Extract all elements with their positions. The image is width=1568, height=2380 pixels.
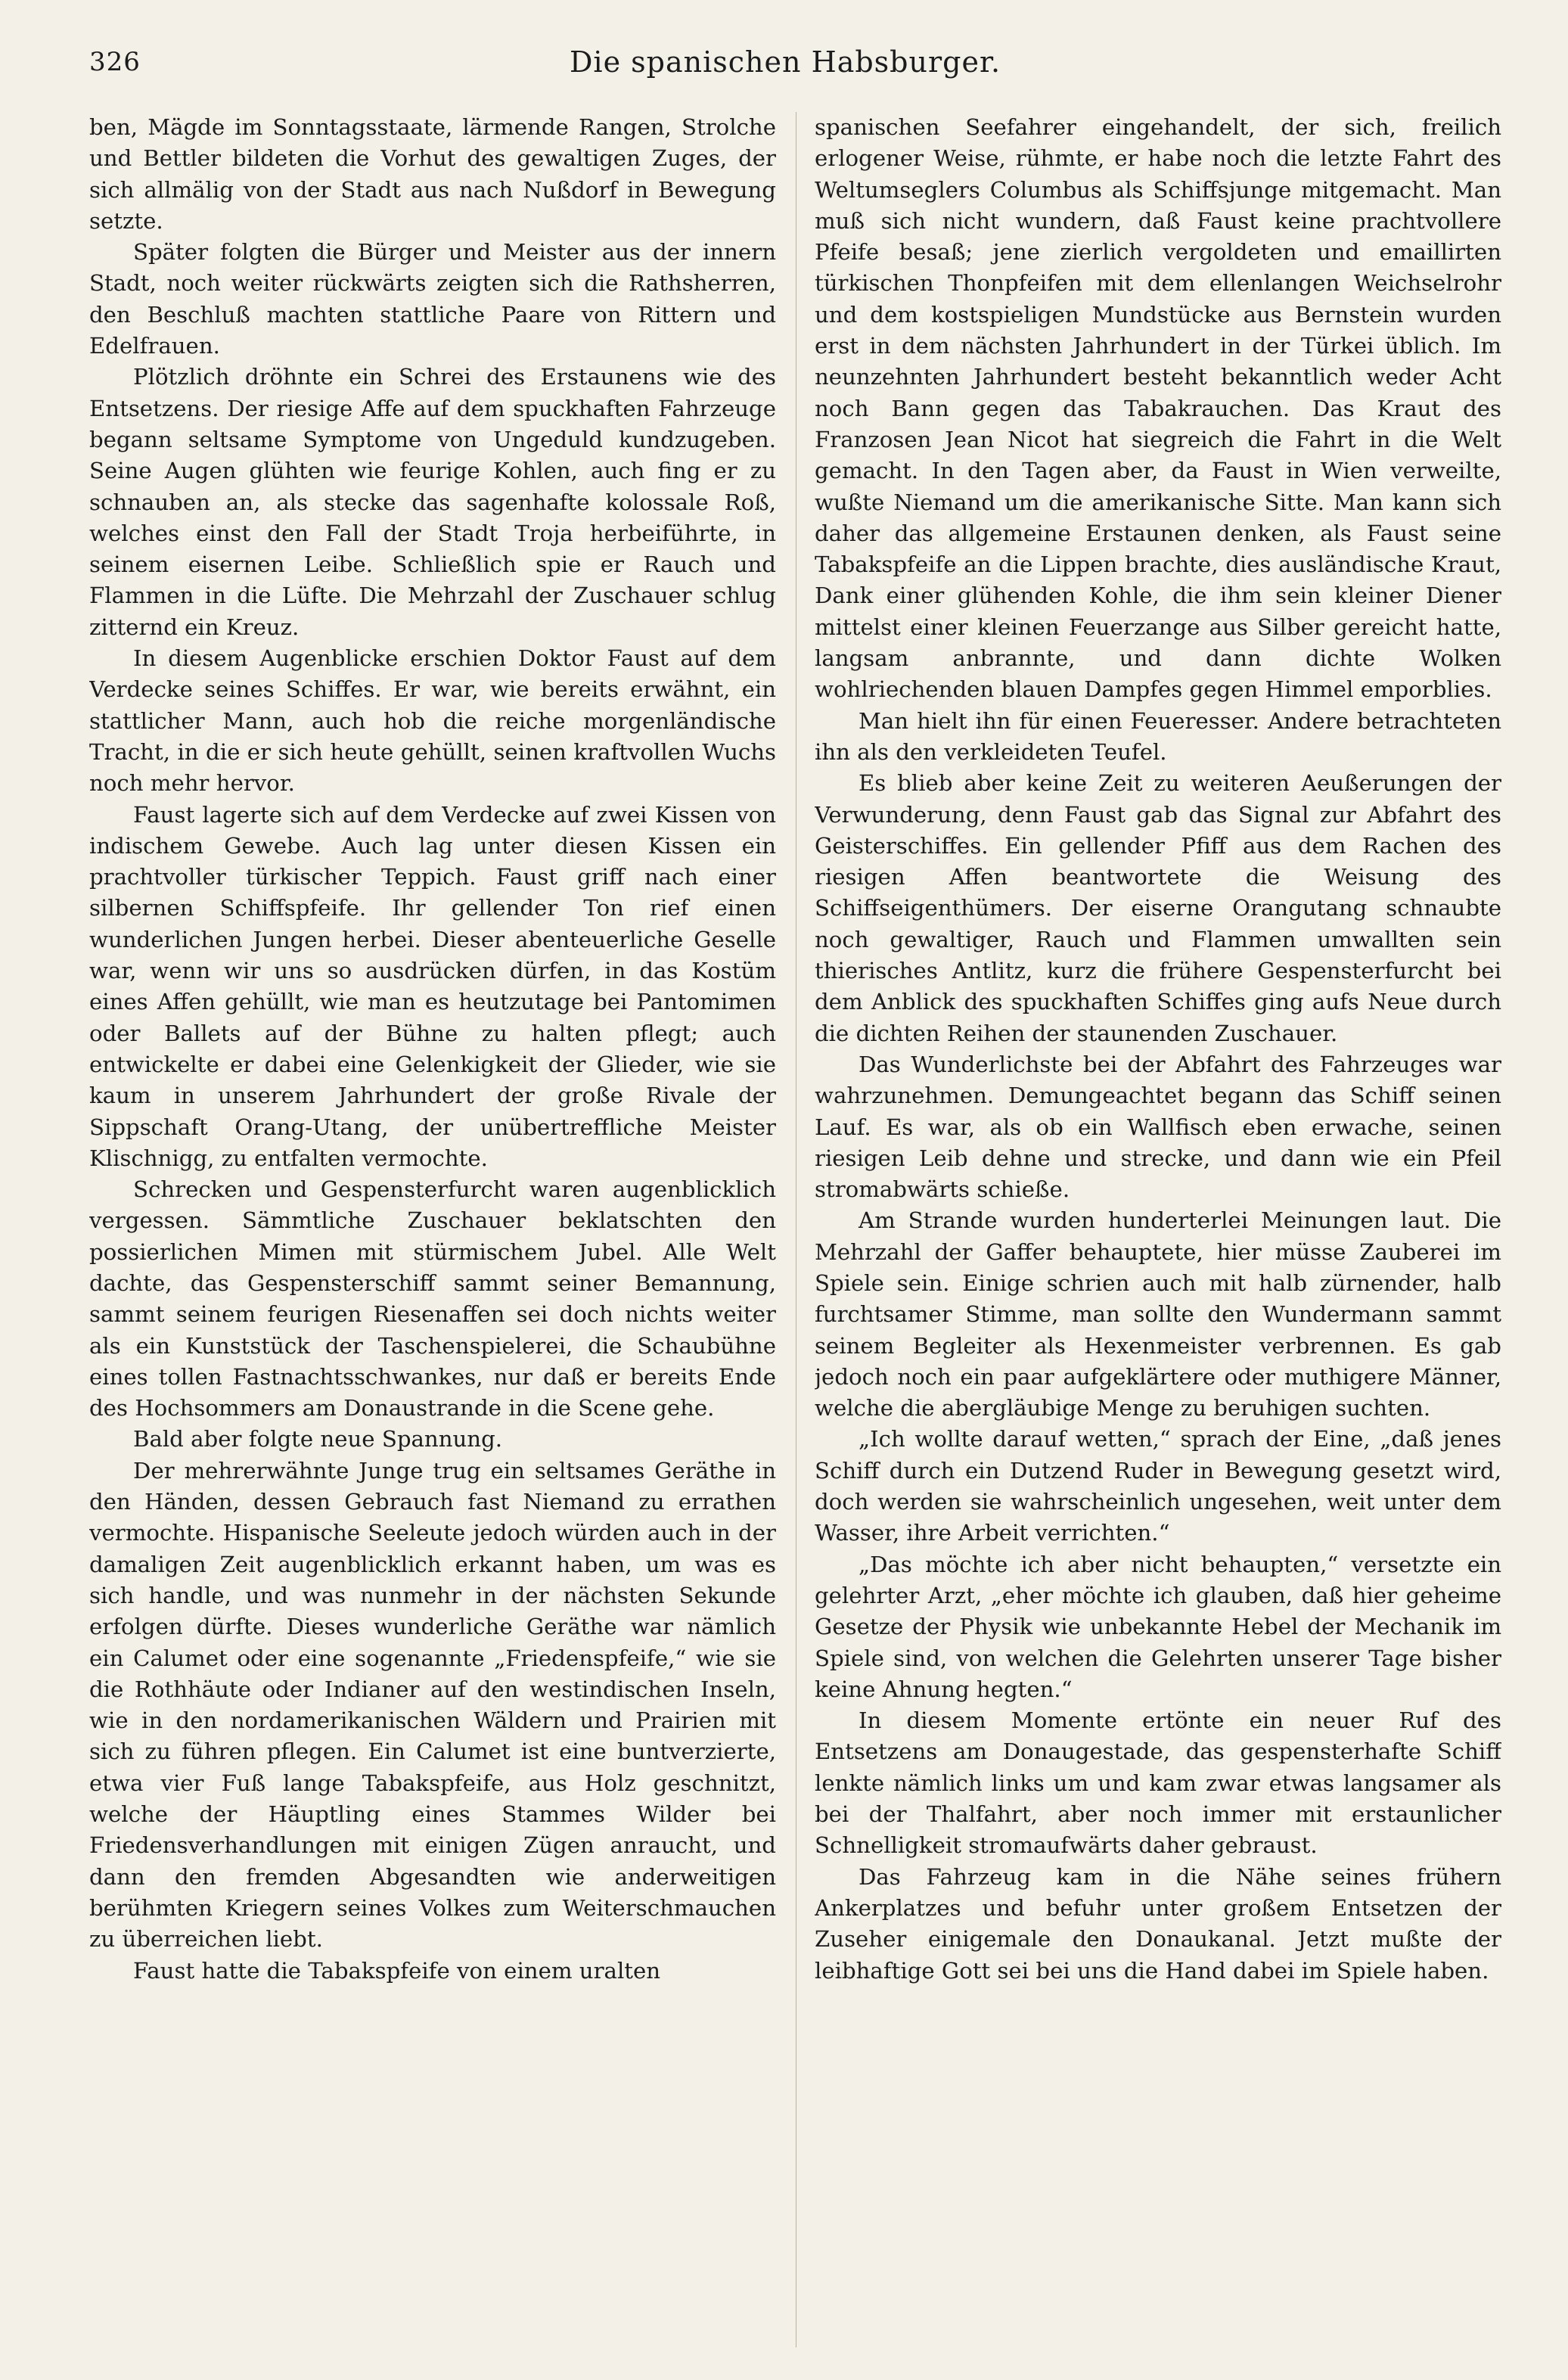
paragraph: Man hielt ihn für einen Feueresser. Andere betrachteten ihn als den verkleideten Teufel. xyxy=(815,707,1501,765)
running-title: Die spanischen Habsburger. xyxy=(569,45,1001,79)
paragraph: Plötzlich dröhnte ein Schrei des Erstaunens wie des Entsetzens. Der riesige Affe auf dem spuckhaften Fahrzeuge begann seltsame Symptome von Ungeduld kundzugeben. Seine Augen glühten wie feurige Kohlen, auch fing er zu schnauben an, als stecke das sagenhafte kolossale Roß, welches einst den Fall der Stadt Troja herbeiführte, in seinem eisernen Leibe. Schließlich spie er Rauch und Flammen in die Lüfte. Die Mehrzahl der Zuschauer schlug zitternd ein Kreuz. xyxy=(89,364,776,640)
paragraph: Faust lagerte sich auf dem Verdecke auf zwei Kissen von indischem Gewebe. Auch lag unter diesen Kissen ein prachtvoller türkischer Teppich. Faust griff nach einer silbernen Schiffspfeife. Ihr gellender Ton rief einen wunderlichen Jungen herbei. Dieser abenteuerliche Geselle war, wenn wir uns so ausdrücken dürfen, in das Kostüm eines Affen gehüllt, wie man es heutzutage bei Pantomimen oder Ballets auf der Bühne zu halten pflegt; auch entwickelte er dabei eine Gelenkigkeit der Glieder, wie sie kaum in unserem Jahrhundert der große Rivale der Sippschaft Orang-Utang, der unübertreffliche Meister Klischnigg, zu entfalten vermochte. xyxy=(89,801,776,1171)
paragraph: Das Fahrzeug kam in die Nähe seines frühern Ankerplatzes und befuhr unter großem Entsetzen der Zuseher einigemale den Donaukanal. Jetzt mußte der leibhaftige Gott sei bei uns die Hand dabei im Spiele haben. xyxy=(815,1863,1501,1984)
paragraph: Bald aber folgte neue Spannung. xyxy=(133,1426,503,1453)
paragraph: spanischen Seefahrer eingehandelt, der sich, freilich erlogener Weise, rühmte, er habe noch die letzte Fahrt des Weltumseglers Columbus als Schiffsjunge mitgemacht. Man muß sich nicht wundern, daß Faust keine prachtvollere Pfeife besaß; jene zierlich vergoldeten und emaillirten türkischen Thonpfeifen mit dem ellenlangen Weichselrohr und dem kostspieligen Mundstücke aus Bernstein wurden erst in dem nächsten Jahrhundert in der Türkei üblich. Im neunzehnten Jahrhundert besteht bekanntlich weder Acht noch Bann gegen das Tabakrauchen. Das Kraut des Franzosen Jean Nicot hat siegreich die Fahrt in die Welt gemacht. In den Tagen aber, da Faust in Wien verweilte, wußte Niemand um die amerikanische Sitte. Man kann sich daher das allgemeine Erstaunen denken, als Faust seine Tabakspfeife an die Lippen brachte, dies ausländische Kraut, Dank einer glühenden Kohle, die ihm sein kleiner Diener mittelst einer kleinen Feuerzange aus Silber gereicht hatte, langsam anbrannte, und dann dichte Wolken wohlriechenden blauen Dampfes gegen Himmel emporblies. xyxy=(815,114,1501,703)
paragraph: Der mehrerwähnte Junge trug ein seltsames Geräthe in den Händen, dessen Gebrauch fast Niemand zu errathen vermochte. Hispanische Seeleute jedoch würden auch in der damaligen Zeit augenblicklich erkannt haben, um was es sich handle, und was nunmehr in der nächsten Sekunde erfolgen dürfte. Dieses wunderliche Geräthe war nämlich ein Calumet oder eine sogenannte „Friedenspfeife,“ wie sie die Rothhäute oder Indianer auf den westindischen Inseln, wie in den nordamerikanischen Wäldern und Prairien mit sich zu führen pflegen. Ein Calumet ist eine buntverzierte, etwa vier Fuß lange Tabakspfeife, aus Holz geschnitzt, welche der Häuptling eines Stammes Wilder bei Friedensverhandlungen mit einigen Zügen anraucht, und dann den fremden Abgesandten wie anderweitigen berühmten Kriegern seines Volkes zum Weiterschmauchen zu überreichen liebt. xyxy=(89,1457,776,1953)
paragraph: „Ich wollte darauf wetten,“ sprach der Eine, „daß jenes Schiff durch ein Dutzend Ruder in Bewegung gesetzt wird, doch werden sie wahrscheinlich ungesehen, weit unter dem Wasser, ihre Arbeit verrichten.“ xyxy=(815,1426,1501,1546)
left-column xyxy=(89,112,776,2366)
paragraph: Am Strande wurden hunderterlei Meinungen laut. Die Mehrzahl der Gaffer behauptete, hier müsse Zauberei im Spiele sein. Einige schrien auch mit halb zürnender, halb furchtsamer Stimme, man sollte den Wundermann sammt seinem Begleiter als Hexenmeister verbrennen. Es gab jedoch noch ein paar aufgeklärtere oder muthigere Männer, welche die abergläubige Menge zu beruhigen suchten. xyxy=(815,1207,1501,1421)
right-column xyxy=(815,112,1501,2366)
paragraph: Faust hatte die Tabakspfeife von einem uralten xyxy=(133,1957,661,1984)
paragraph: In diesem Momente ertönte ein neuer Ruf des Entsetzens am Donaugestade, das gespensterhafte Schiff lenkte nämlich links um und kam zwar etwas langsamer als bei der Thalfahrt, aber noch immer mit erstaunlicher Schnelligkeit stromaufwärts daher gebraust. xyxy=(815,1707,1501,1859)
paragraph: ben, Mägde im Sonntagsstaate, lärmende Rangen, Strolche und Bettler bildeten die Vorhut des gewaltigen Zuges, der sich allmälig von der Stadt aus nach Nußdorf in Bewegung setzte. xyxy=(89,114,776,234)
page-number: 326 xyxy=(89,47,141,77)
paragraph: In diesem Augenblicke erschien Doktor Faust auf dem Verdecke seines Schiffes. Er war, wie bereits erwähnt, ein stattlicher Mann, auch hob die reiche morgenländische Tracht, in die er sich heute gehüllt, seinen kraftvollen Wuchs noch mehr hervor. xyxy=(89,645,776,797)
paragraph: Später folgten die Bürger und Meister aus der innern Stadt, noch weiter rückwärts zeigten sich die Rathsherren, den Beschluß machten stattliche Paare von Rittern und Edelfrauen. xyxy=(89,239,776,359)
paragraph: Das Wunderlichste bei der Abfahrt des Fahrzeuges war wahrzunehmen. Demungeachtet begann das Schiff seinen Lauf. Es war, als ob ein Wallfisch eben erwache, seinen riesigen Leib dehne und strecke, und dann wie ein Pfeil stromabwärts schieße. xyxy=(815,1051,1501,1203)
paragraph: Schrecken und Gespensterfurcht waren augenblicklich vergessen. Sämmtliche Zuschauer beklatschten den possierlichen Mimen mit stürmischem Jubel. Alle Welt dachte, das Gespensterschiff sammt seiner Bemannung, sammt seinem feurigen Riesenaffen sei doch nichts weiter als ein Kunststück der Taschenspielerei, die Schaubühne eines tollen Fastnachtsschwankes, nur daß er bereits Ende des Hochsommers am Donaustrande in die Scene gehe. xyxy=(89,1176,776,1421)
paragraph: „Das möchte ich aber nicht behaupten,“ versetzte ein gelehrter Arzt, „eher möchte ich glauben, daß hier geheime Gesetze der Physik wie unbekannte Hebel der Mechanik im Spiele sind, von welchen die Gelehrten unserer Tage bisher keine Ahnung hegten.“ xyxy=(815,1551,1501,1702)
paragraph: Es blieb aber keine Zeit zu weiteren Aeußerungen der Verwunderung, denn Faust gab das Signal zur Abfahrt des Geisterschiffes. Ein gellender Pfiff aus dem Rachen des riesigen Affen beantwortete die Weisung des Schiffseigenthümers. Der eiserne Orangutang schnaubte noch gewaltiger, Rauch und Flammen umwallten sein thierisches Antlitz, kurz die frühere Gespensterfurcht bei dem Anblick des spuckhaften Schiffes ging aufs Neue durch die dichten Reihen der staunenden Zuschauer. xyxy=(815,770,1501,1046)
page-header xyxy=(89,39,1481,85)
